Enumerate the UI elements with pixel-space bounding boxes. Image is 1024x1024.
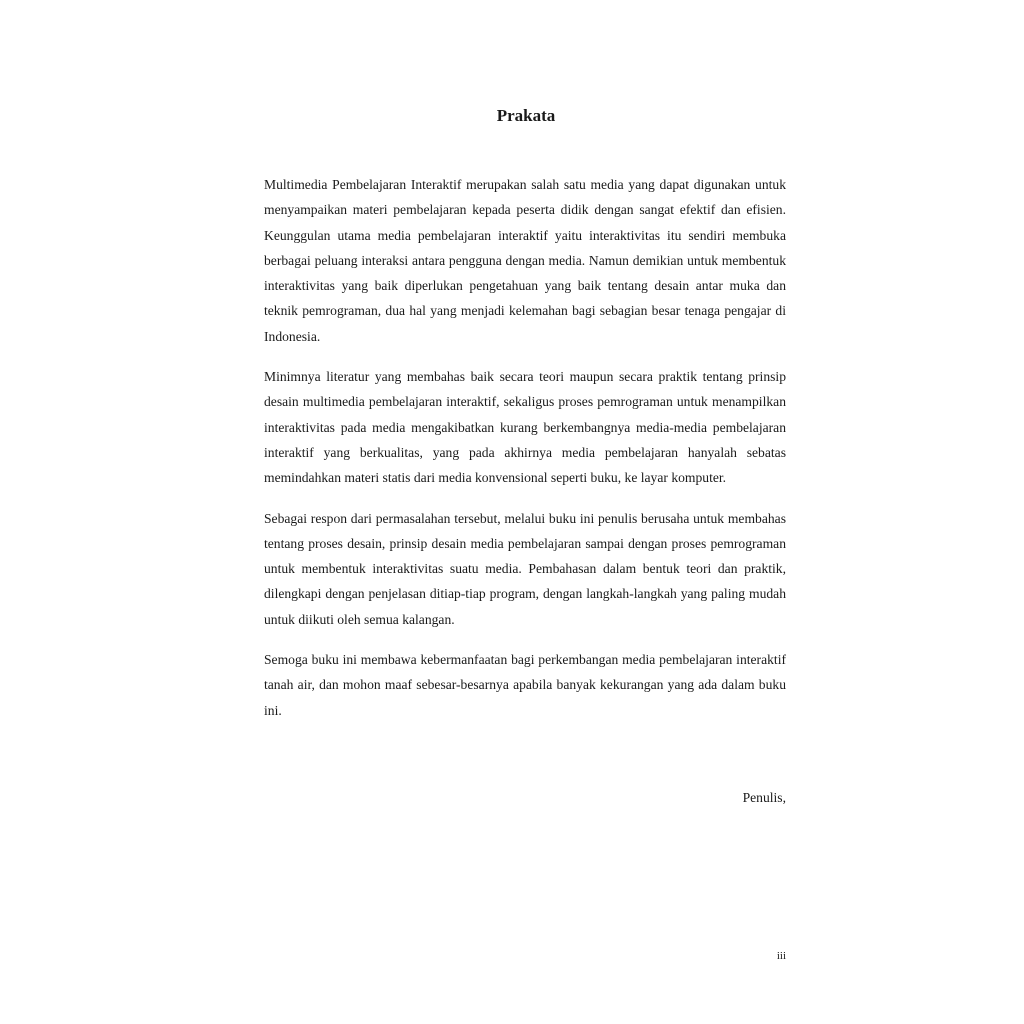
page-number: iii (776, 950, 786, 962)
paragraph-4: Semoga buku ini membawa kebermanfaatan bagi perkembangan media pembelajaran interaktif tanah air, dan mohon maaf sebesar-besarnya apabila banyak kekurangan yang ada dalam buku ini. (264, 652, 786, 718)
paragraph-2: Minimnya literatur yang membahas baik secara teori maupun secara praktik tentang prinsip desain multimedia pembelajaran interaktif, sekaligus proses pemrograman untuk menampilkan interaktivitas pada media mengakibatkan kurang berkembangnya media-media pembelajaran interaktif yang berkualitas, yang pada akhirnya media pembelajaran hanyalah sebatas memindahkan materi statis dari media konvensional seperti buku, ke layar komputer. (264, 369, 786, 486)
paragraph-1: Multimedia Pembelajaran Interaktif merupakan salah satu media yang dapat digunakan untuk menyampaikan materi pembelajaran kepada peserta didik dengan sangat efektif dan efisien. Keunggulan utama media pembelajaran interaktif yaitu interaktivitas itu sendiri membuka berbagai peluang interaksi antara pengguna dengan media. Namun demikian untuk membentuk interaktivitas yang baik diperlukan pengetahuan yang baik tentang desain antar muka dan teknik pemrograman, dua hal yang menjadi kelemahan bagi sebagian besar tenaga pengajar di Indonesia. (264, 177, 786, 344)
signature: Penulis, (742, 790, 786, 805)
paragraph-3: Sebagai respon dari permasalahan tersebut, melalui buku ini penulis berusaha untuk membahas tentang proses desain, prinsip desain media pembelajaran sampai dengan proses pemrograman untuk membentuk interaktivitas suatu media. Pembahasan dalam bentuk teori dan praktik, dilengkapi dengan penjelasan ditiap-tiap program, dengan langkah-langkah yang paling mudah untuk diikuti oleh semua kalangan. (264, 510, 786, 627)
body-text (264, 172, 786, 738)
page-title: Prakata (496, 106, 556, 125)
